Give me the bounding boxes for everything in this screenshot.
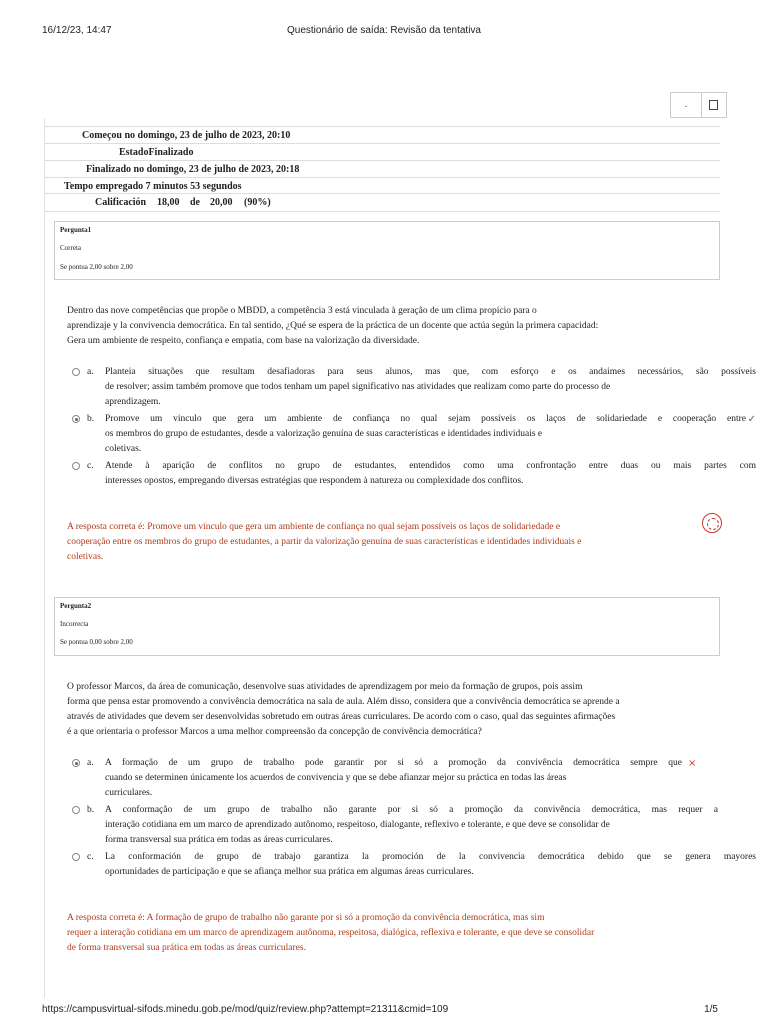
- cross-icon: ×: [688, 758, 697, 769]
- summary-row-time: Tempo empregado 7 minutos 53 segundos: [44, 177, 720, 195]
- correct-answer-feedback: A resposta correta é: Promove um vínculo que gera um ambiente de confiança no qual sejam possíveis os laços de solidariedade e cooperação entre os membros do grupo de estudantes, a partir da valorização genuína de suas características e identidades individuais e coletivas.: [67, 522, 582, 562]
- question-info-1: [54, 221, 720, 280]
- content-border: [44, 118, 45, 998]
- print-datetime: 16/12/23, 14:47: [42, 25, 112, 36]
- square-icon: [709, 100, 718, 110]
- page-title: Questionário de saída: Revisão da tentativa: [286, 25, 481, 36]
- correct-answer-feedback: A resposta correta é: A formação de grupo de trabalho não garante por si só a promoção da convivência democrática, mas sim requer a interação cotidiana em um marco de aprendizagem autônoma, respeitosa, dialógica, reflexiva e tolerante, e que deve se consolidar de forma transversal sua prática em todas as áreas curriculares.: [67, 913, 595, 953]
- question-status: Incorrecta: [60, 620, 89, 628]
- page-number: 1/5: [704, 1004, 718, 1015]
- radio-button[interactable]: [72, 462, 80, 470]
- check-icon: ✓: [747, 414, 756, 425]
- radio-button[interactable]: [72, 368, 80, 376]
- question-score: Se pontua 0,00 sobre 2,00: [60, 638, 133, 646]
- summary-row-state: EstadoFinalizado: [44, 143, 720, 161]
- summary-row-finished: Finalizado no domingo, 23 de julho de 2023, 20:18: [44, 160, 720, 178]
- question-text: O professor Marcos, da área de comunicação, desenvolve suas atividades de aprendizagem por meio da formação de grupos, pois assim forma que pensa estar promovendo a convivência democrática na sala de aula. Além disso, considera que a convivência democrática se aprende a através de atividades que devem ser desenvolvidas sobretudo em outras áreas curriculares. De acordo com o caso, qual das seguintes afirmações é a que orientaria o professor Marcos a uma melhor compreensão da concepção de convivência democrática?: [67, 682, 620, 737]
- radio-button-selected[interactable]: [72, 759, 80, 767]
- radio-button[interactable]: [72, 853, 80, 861]
- question-score: Se pontua 2,00 sobre 2,00: [60, 263, 133, 271]
- quiz-nav-icon-button[interactable]: [700, 92, 727, 118]
- summary-row-started: Começou no domingo, 23 de julho de 2023, 20:10: [44, 126, 720, 144]
- question-label: Pergunta1: [60, 226, 92, 234]
- quiz-nav-button[interactable]: .: [670, 92, 702, 118]
- question-info-2: [54, 597, 720, 656]
- question-label: Pergunta2: [60, 602, 92, 610]
- footer-url: https://campusvirtual-sifods.minedu.gob.pe/mod/quiz/review.php?attempt=21311&cmid=109: [42, 1004, 449, 1015]
- summary-row-grade: Calificación 18,00 de 20,00 (90%): [44, 193, 720, 212]
- radio-button[interactable]: [72, 806, 80, 814]
- question-text: Dentro das nove competências que propõe o MBDD, a competência 3 está vinculada à geração de um clima propício para o aprendizaje y la convivencia democrática. En tal sentido, ¿Qué se espera de la práctica de un docente que actúa según la primera capacidad: Gera um ambiente de respeito, confiança e empatia, com base na valorização da diversidade.: [67, 306, 599, 346]
- question-status: Correta: [60, 244, 81, 252]
- stamp-icon: [702, 513, 722, 533]
- radio-button-selected[interactable]: [72, 415, 80, 423]
